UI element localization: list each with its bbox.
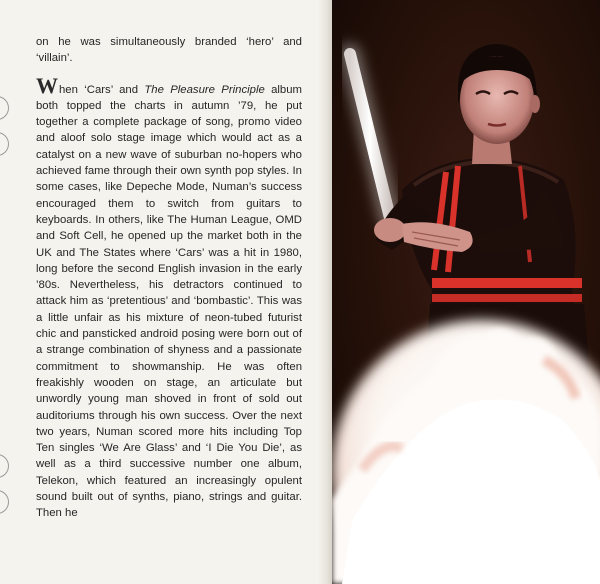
binding-ring (0, 490, 9, 514)
binding-ring (0, 454, 9, 478)
binding-ring (0, 96, 9, 120)
paragraph-text: album both topped the charts in autumn ’79, he put together a complete package of song, promo video and aloof solo stage image which would act as a catalyst on a new wave of suburban no-hopers who achieved fame through their own synth pop styles. In some cases, like Depeche Mode, Numan’s success encouraged them to switch from guitars to keyboards. In others, like The Human League, OMD and Soft Cell, he opened up the market both in the UK and The States where ‘Cars’ was a hit in 1980, long before the second English invasion in the early ’80s. Nevertheless, his detractors continued to attack him as ‘pretentious’ and ‘bombastic’. This was a little unfair as his mixture of neon-tubed futurist chic and pansticked android posing were born out of a strange combination of shyness and a passionate commitment to showmanship. He was often freakishly wooden on stage, an articulate but unwordly young man shoved in front of sold out auditoriums through his own success. Over the next two years, Numan scored more hits including Top Ten singles ‘We Are Glass’ and ‘I Die You Die’, as well as a third successive number one album, Telekon, which featured an increasingly opulent sound built out of synths, piano, strings and guitar. Then he (36, 83, 302, 520)
paragraph-text: hen ‘Cars’ and (59, 83, 145, 96)
hand (374, 218, 406, 242)
red-belt (432, 294, 582, 302)
binding-ring (0, 132, 9, 156)
album-title: The Pleasure Principle (144, 83, 265, 96)
photo-page (332, 0, 600, 584)
red-belt (432, 278, 582, 288)
article-paragraph (36, 72, 302, 522)
article-body (36, 34, 302, 522)
page-gutter (318, 0, 332, 584)
drop-cap: W (36, 72, 58, 98)
performer-photo (332, 0, 600, 584)
article-paragraph: on he was simultaneously branded ‘hero’ and ‘villain’. (36, 36, 302, 65)
